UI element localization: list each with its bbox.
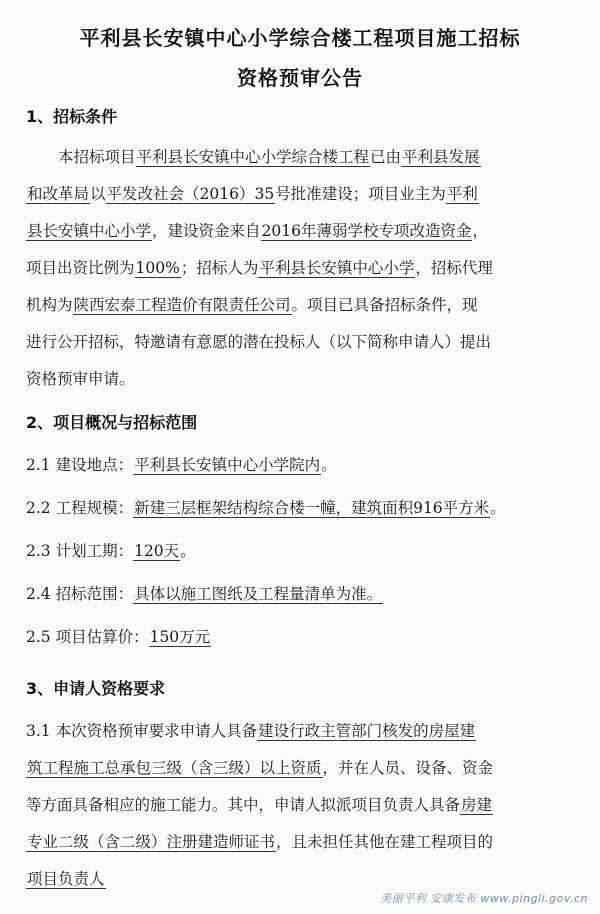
section3-line2: 筑工程施工总承包三级（含三级）以上资质，并在人员、设备、资金: [27, 759, 494, 777]
qualification-part2: 筑工程施工总承包三级（含三级）以上资质: [27, 759, 322, 777]
manager-cert-part1: 房建: [461, 796, 493, 814]
section1-line5: 机构为陕西宏泰工程造价有限责任公司。项目已具备招标条件，现: [26, 296, 478, 314]
item-2-4: 2.4 招标范围：具体以施工图纸及工程量清单为准。: [26, 585, 383, 603]
watermark: 美丽平利 安康发布 www.pingli.gov.cn: [380, 892, 588, 905]
qualification-part1: 建设行政主管部门核发的房屋建: [258, 722, 476, 740]
project-manager-role: 项目负责人: [27, 870, 105, 888]
project-scale: 新建三层框架结构综合楼一幢，建筑面积916平方米: [134, 499, 490, 517]
section2-heading: 2、项目概况与招标范围: [26, 413, 198, 432]
section1-line7: 资格预审申请。: [26, 370, 135, 388]
item-2-5: 2.5 项目估算价：150万元: [26, 628, 211, 646]
document-title-line2: 资格预审公告: [237, 66, 363, 90]
planned-duration: 120天: [134, 542, 180, 560]
fund-source: 2016年薄弱学校专项改造资金: [261, 222, 472, 240]
section1-line1: 本招标项目平利县长安镇中心小学综合楼工程已由平利县发展: [58, 148, 480, 166]
item-2-2: 2.2 工程规模：新建三层框架结构综合楼一幢，建筑面积916平方米。: [26, 499, 506, 517]
approval-doc-number: 平发改社会（2016）35: [106, 185, 275, 203]
section3-heading: 3、申请人资格要求: [26, 679, 166, 698]
item-2-1: 2.1 建设地点：平利县长安镇中心小学院内。: [26, 456, 337, 474]
section3-line4: 专业二级（含二级）注册建造师证书，且未担任其他在建工程项目的: [27, 833, 494, 851]
estimated-price: 150万元: [149, 628, 211, 646]
owner-part2: 县长安镇中心小学: [27, 222, 152, 240]
funding-ratio: 100%: [135, 259, 180, 277]
item-2-3: 2.3 计划工期：120天。: [26, 542, 196, 560]
construction-site: 平利县长安镇中心小学院内: [134, 456, 321, 474]
section3-line5: [26, 868, 582, 890]
tender-scope: 具体以施工图纸及工程量清单为准。: [134, 585, 383, 603]
section1-line6: 进行公开招标，特邀请有意愿的潜在投标人（以下简称申请人）提出: [26, 333, 492, 351]
owner-part1: 平利: [446, 185, 478, 203]
project-name: 平利县长安镇中心小学综合楼工程: [136, 148, 370, 166]
agency-name: 陕西宏泰工程造价有限责任公司: [73, 296, 291, 314]
section1-line2: 和改革局以平发改社会（2016）35号批准建设；项目业主为平利: [27, 185, 478, 203]
approver-part1: 平利县发展: [402, 148, 480, 166]
section1-heading: 1、招标条件: [26, 107, 118, 126]
section3-line3: 等方面具备相应的施工能力。其中，申请人拟派项目负责人具备房建: [26, 796, 493, 814]
section3-line1: 3.1 本次资格预审要求申请人具备建设行政主管部门核发的房屋建: [26, 722, 476, 740]
tenderer-name: 平利县长安镇中心小学: [259, 259, 415, 277]
approver-part2: 和改革局: [27, 185, 90, 203]
document-title-line1: 平利县长安镇中心小学综合楼工程项目施工招标: [79, 26, 521, 50]
manager-cert-part2: 专业二级（含二级）注册建造师证书: [27, 833, 276, 851]
section1-line4: 项目出资比例为100%；招标人为平利县长安镇中心小学，招标代理: [26, 259, 493, 277]
section1-line3: 县长安镇中心小学，建设资金来自2016年薄弱学校专项改造资金，: [27, 222, 488, 240]
